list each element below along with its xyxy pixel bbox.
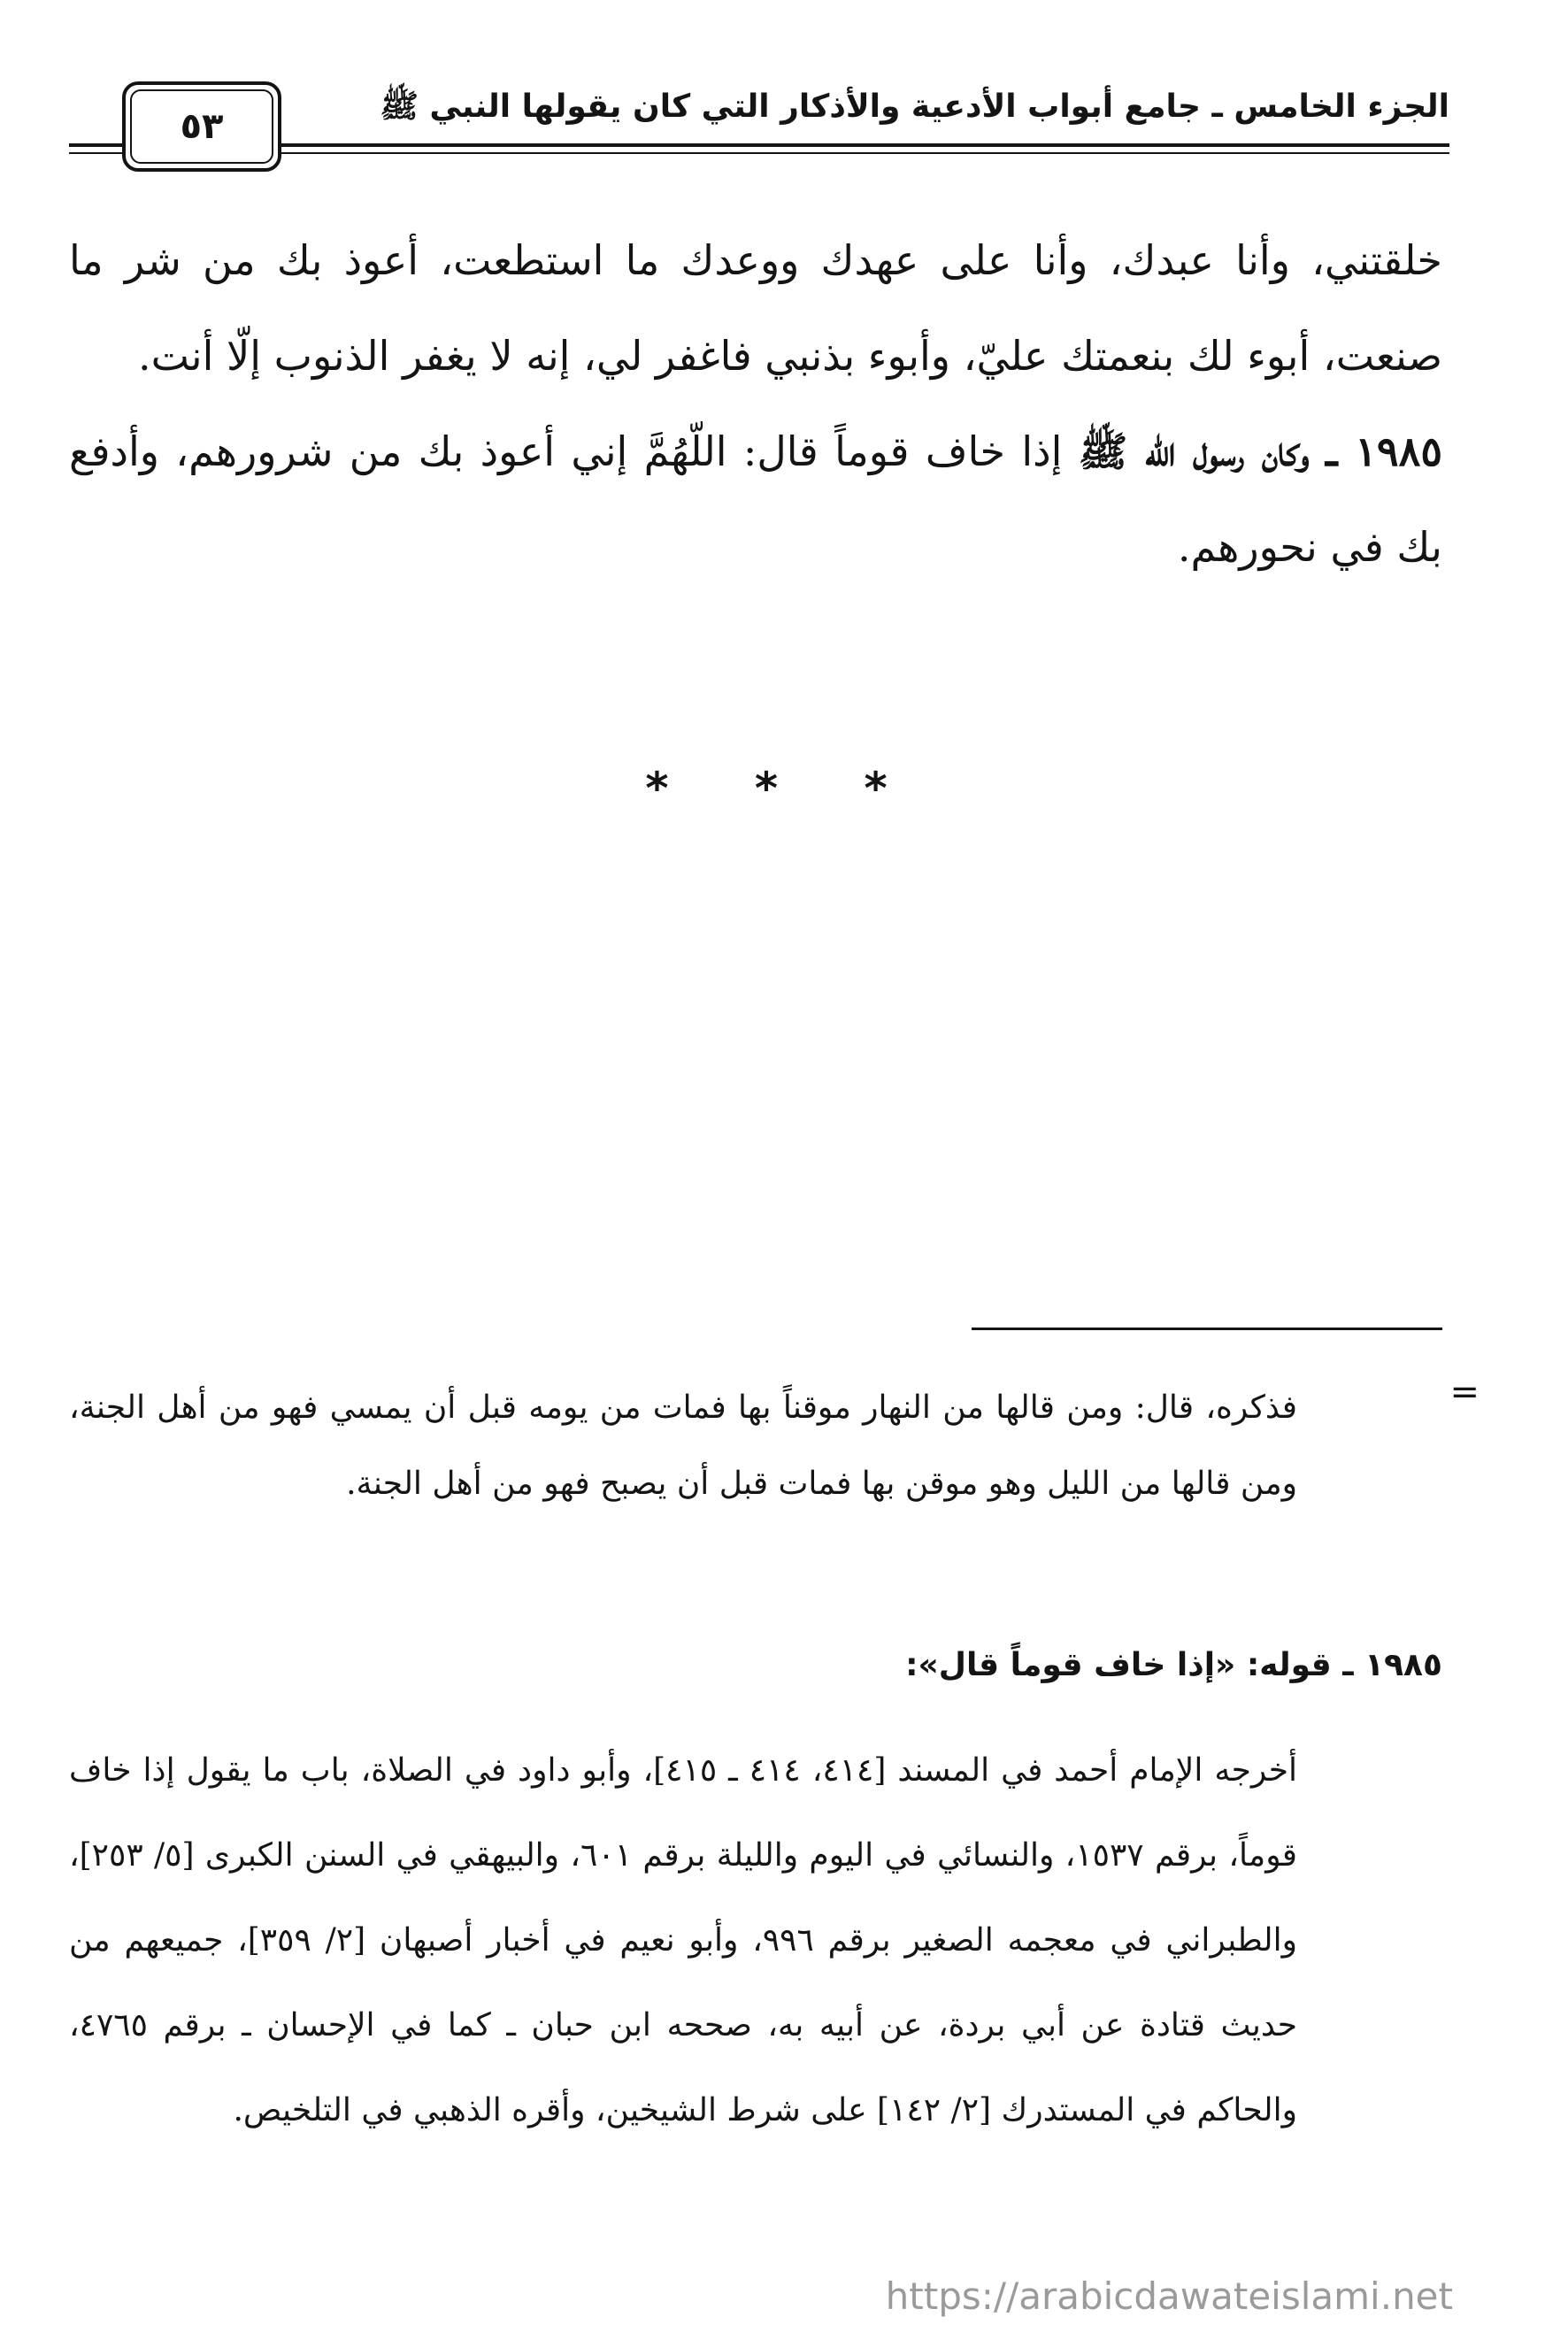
page-number-frame	[122, 81, 281, 172]
footnote-1-text: فذكره، قال: ومن قالها من النهار موقناً بها فمات من يومه قبل أن يمسي فهو من أهل الجنة، ومن قالها من الليل وهو موقن بها فمات قبل أن يصبح فهو من أهل الجنة.	[69, 1389, 1297, 1502]
watermark: https://arabicdawateislami.net	[885, 2274, 1453, 2318]
footnote-1	[69, 1370, 1297, 1522]
footnote-2-text: أخرجه الإمام أحمد في المسند [٤١٤، ٤١٤ ـ ٤١٥]، وأبو داود في الصلاة، باب ما يقول إذا خاف قوماً، برقم ١٥٣٧، والنسائي في اليوم والليلة برقم ٦٠١، والبيهقي في السنن الكبرى [٥/ ٢٥٣]، والطبراني في معجمه الصغير برقم ٩٩٦، وأبو نعيم في أخبار أصبهان [٢/ ٣٥٩]، جميعهم من حديث قتادة عن أبي بردة، عن أبيه به، صححه ابن حبان ـ كما في الإحسان ـ برقم ٤٧٦٥، والحاكم في المستدرك [٢/ ١٤٢] على شرط الشيخين، وأقره الذهبي في التلخيص.	[69, 1752, 1298, 2128]
page-header	[69, 81, 1449, 170]
paragraph-continuation: خلقتني، وأنا عبدك، وأنا على عهدك ووعدك ما استطعت، أعوذ بك من شر ما صنعت، أبوء لك بنعمتك عليّ، وأبوء بذنبي فاغفر لي، إنه لا يغفر الذنوب إلّا أنت.	[69, 236, 1442, 380]
footnote-2-heading: ١٩٨٥ ـ قوله: «إذا خاف قوماً قال»:	[905, 1647, 1442, 1683]
running-title: الجزء الخامس ـ جامع أبواب الأدعية والأذكار التي كان يقولها النبي ﷺ	[380, 89, 1449, 125]
hadith-paragraph	[69, 404, 1442, 595]
page-number: ٥٣	[130, 89, 273, 164]
footnote-2	[69, 1728, 1297, 2153]
footnote-rule	[972, 1328, 1442, 1330]
footnote-continuation-mark: =	[1449, 1372, 1480, 1412]
section-separator: * * *	[645, 763, 923, 814]
hadith-number: ١٩٨٥ ـ	[1325, 427, 1443, 475]
hadith-lead: وكان رسول الله ﷺ	[1078, 427, 1310, 475]
hadith-text: إذا خاف قوماً قال: اللّهُمَّ إني أعوذ بك من شرورهم، وأدفع بك في نحورهم.	[69, 427, 1442, 571]
main-text	[69, 212, 1442, 595]
